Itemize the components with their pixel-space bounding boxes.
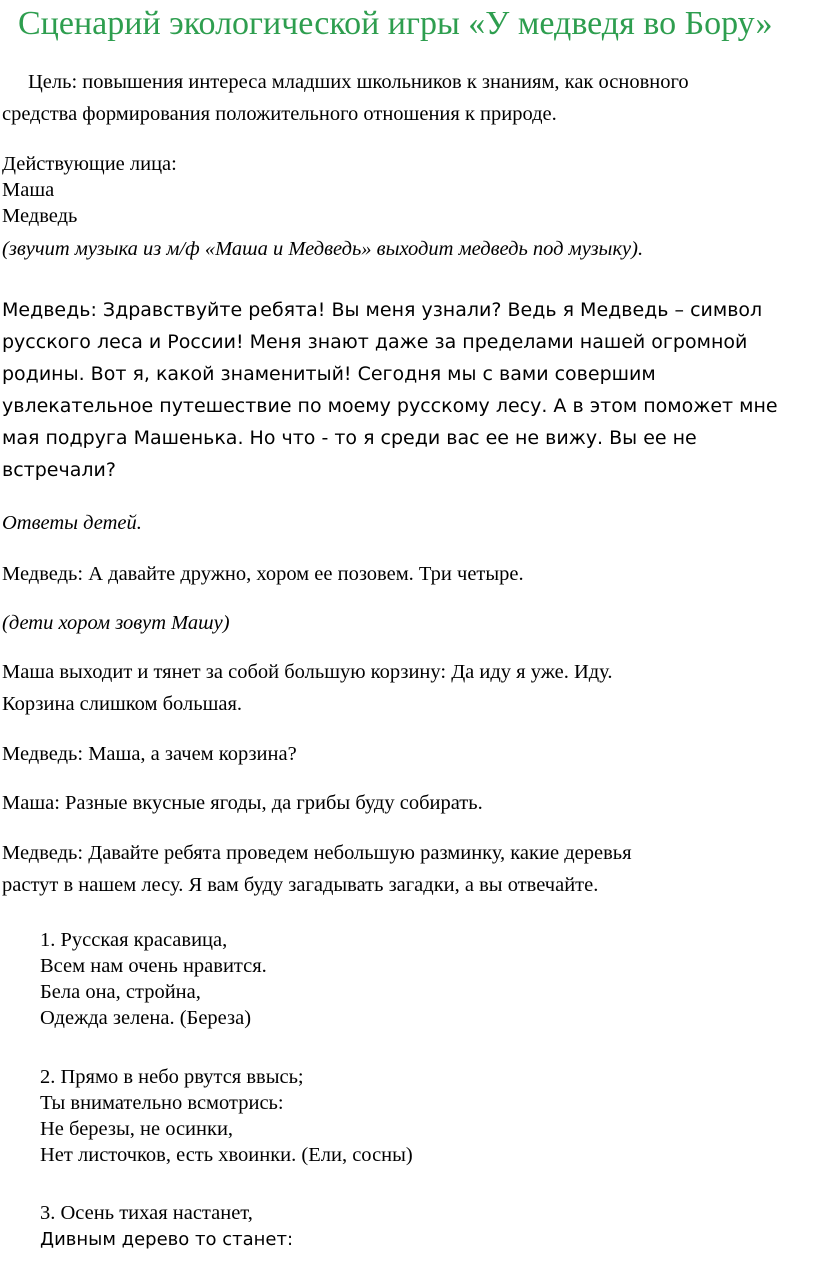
bear-intro-line-2: русского леса и России! Меня знают даже за пределами нашей огромной	[2, 331, 748, 353]
children-answers: Ответы детей.	[2, 512, 142, 534]
bear-warmup-line-2: растут в нашем лесу. Я вам буду загадывать загадки, а вы отвечайте.	[2, 874, 599, 896]
children-call: (дети хором зовут Машу)	[2, 612, 230, 634]
bear-intro-line-1: Медведь: Здравствуйте ребята! Вы меня узнали? Ведь я Медведь – символ	[2, 299, 763, 321]
masha-answer: Маша: Разные вкусные ягоды, да грибы буду собирать.	[2, 792, 483, 814]
riddle-1-line-2: Всем нам очень нравится.	[40, 955, 267, 977]
bear-intro-line-6: встречали?	[2, 459, 116, 481]
riddle-2-line-4: Нет листочков, есть хвоинки. (Ели, сосны)	[40, 1144, 413, 1166]
goal-line-1: Цель: повышения интереса младших школьников к знаниям, как основного	[28, 71, 689, 93]
riddle-3-line-2: Дивным дерево то станет:	[40, 1229, 294, 1250]
riddle-2-line-3: Не березы, не осинки,	[40, 1118, 234, 1140]
stage-note: (звучит музыка из м/ф «Маша и Медведь» выходит медведь под музыку).	[2, 238, 644, 260]
bear-question: Медведь: Маша, а зачем корзина?	[2, 743, 297, 765]
character-masha: Маша	[2, 179, 55, 201]
bear-intro-line-5: мая подруга Машенька. Но что - то я среди вас ее не вижу. Вы ее не	[2, 427, 697, 449]
bear-warmup-line-1: Медведь: Давайте ребята проведем небольшую разминку, какие деревья	[2, 842, 632, 864]
riddle-1-line-4: Одежда зелена. (Береза)	[40, 1007, 252, 1029]
riddle-1-line-1: 1. Русская красавица,	[40, 929, 228, 951]
document-title: Сценарий экологической игры «У медведя во Бору»	[18, 5, 773, 42]
bear-call: Медведь: А давайте дружно, хором ее позовем. Три четыре.	[2, 563, 524, 585]
bear-intro-line-3: родины. Вот я, какой знаменитый! Сегодня мы с вами совершим	[2, 363, 656, 385]
riddle-1-line-3: Бела она, стройна,	[40, 981, 201, 1003]
riddle-2-line-2: Ты внимательно всмотрись:	[40, 1092, 284, 1114]
goal-line-2: средства формирования положительного отношения к природе.	[2, 103, 557, 125]
masha-enters-line-2: Корзина слишком большая.	[2, 693, 243, 715]
bear-intro-line-4: увлекательное путешествие по моему русскому лесу. А в этом поможет мне	[2, 395, 778, 417]
riddle-2-line-1: 2. Прямо в небо рвутся ввысь;	[40, 1066, 304, 1088]
masha-enters-line-1: Маша выходит и тянет за собой большую корзину: Да иду я уже. Иду.	[2, 661, 613, 683]
riddle-3-line-1: 3. Осень тихая настанет,	[40, 1202, 253, 1224]
characters-heading: Действующие лица:	[2, 153, 177, 175]
character-bear: Медведь	[2, 205, 78, 227]
